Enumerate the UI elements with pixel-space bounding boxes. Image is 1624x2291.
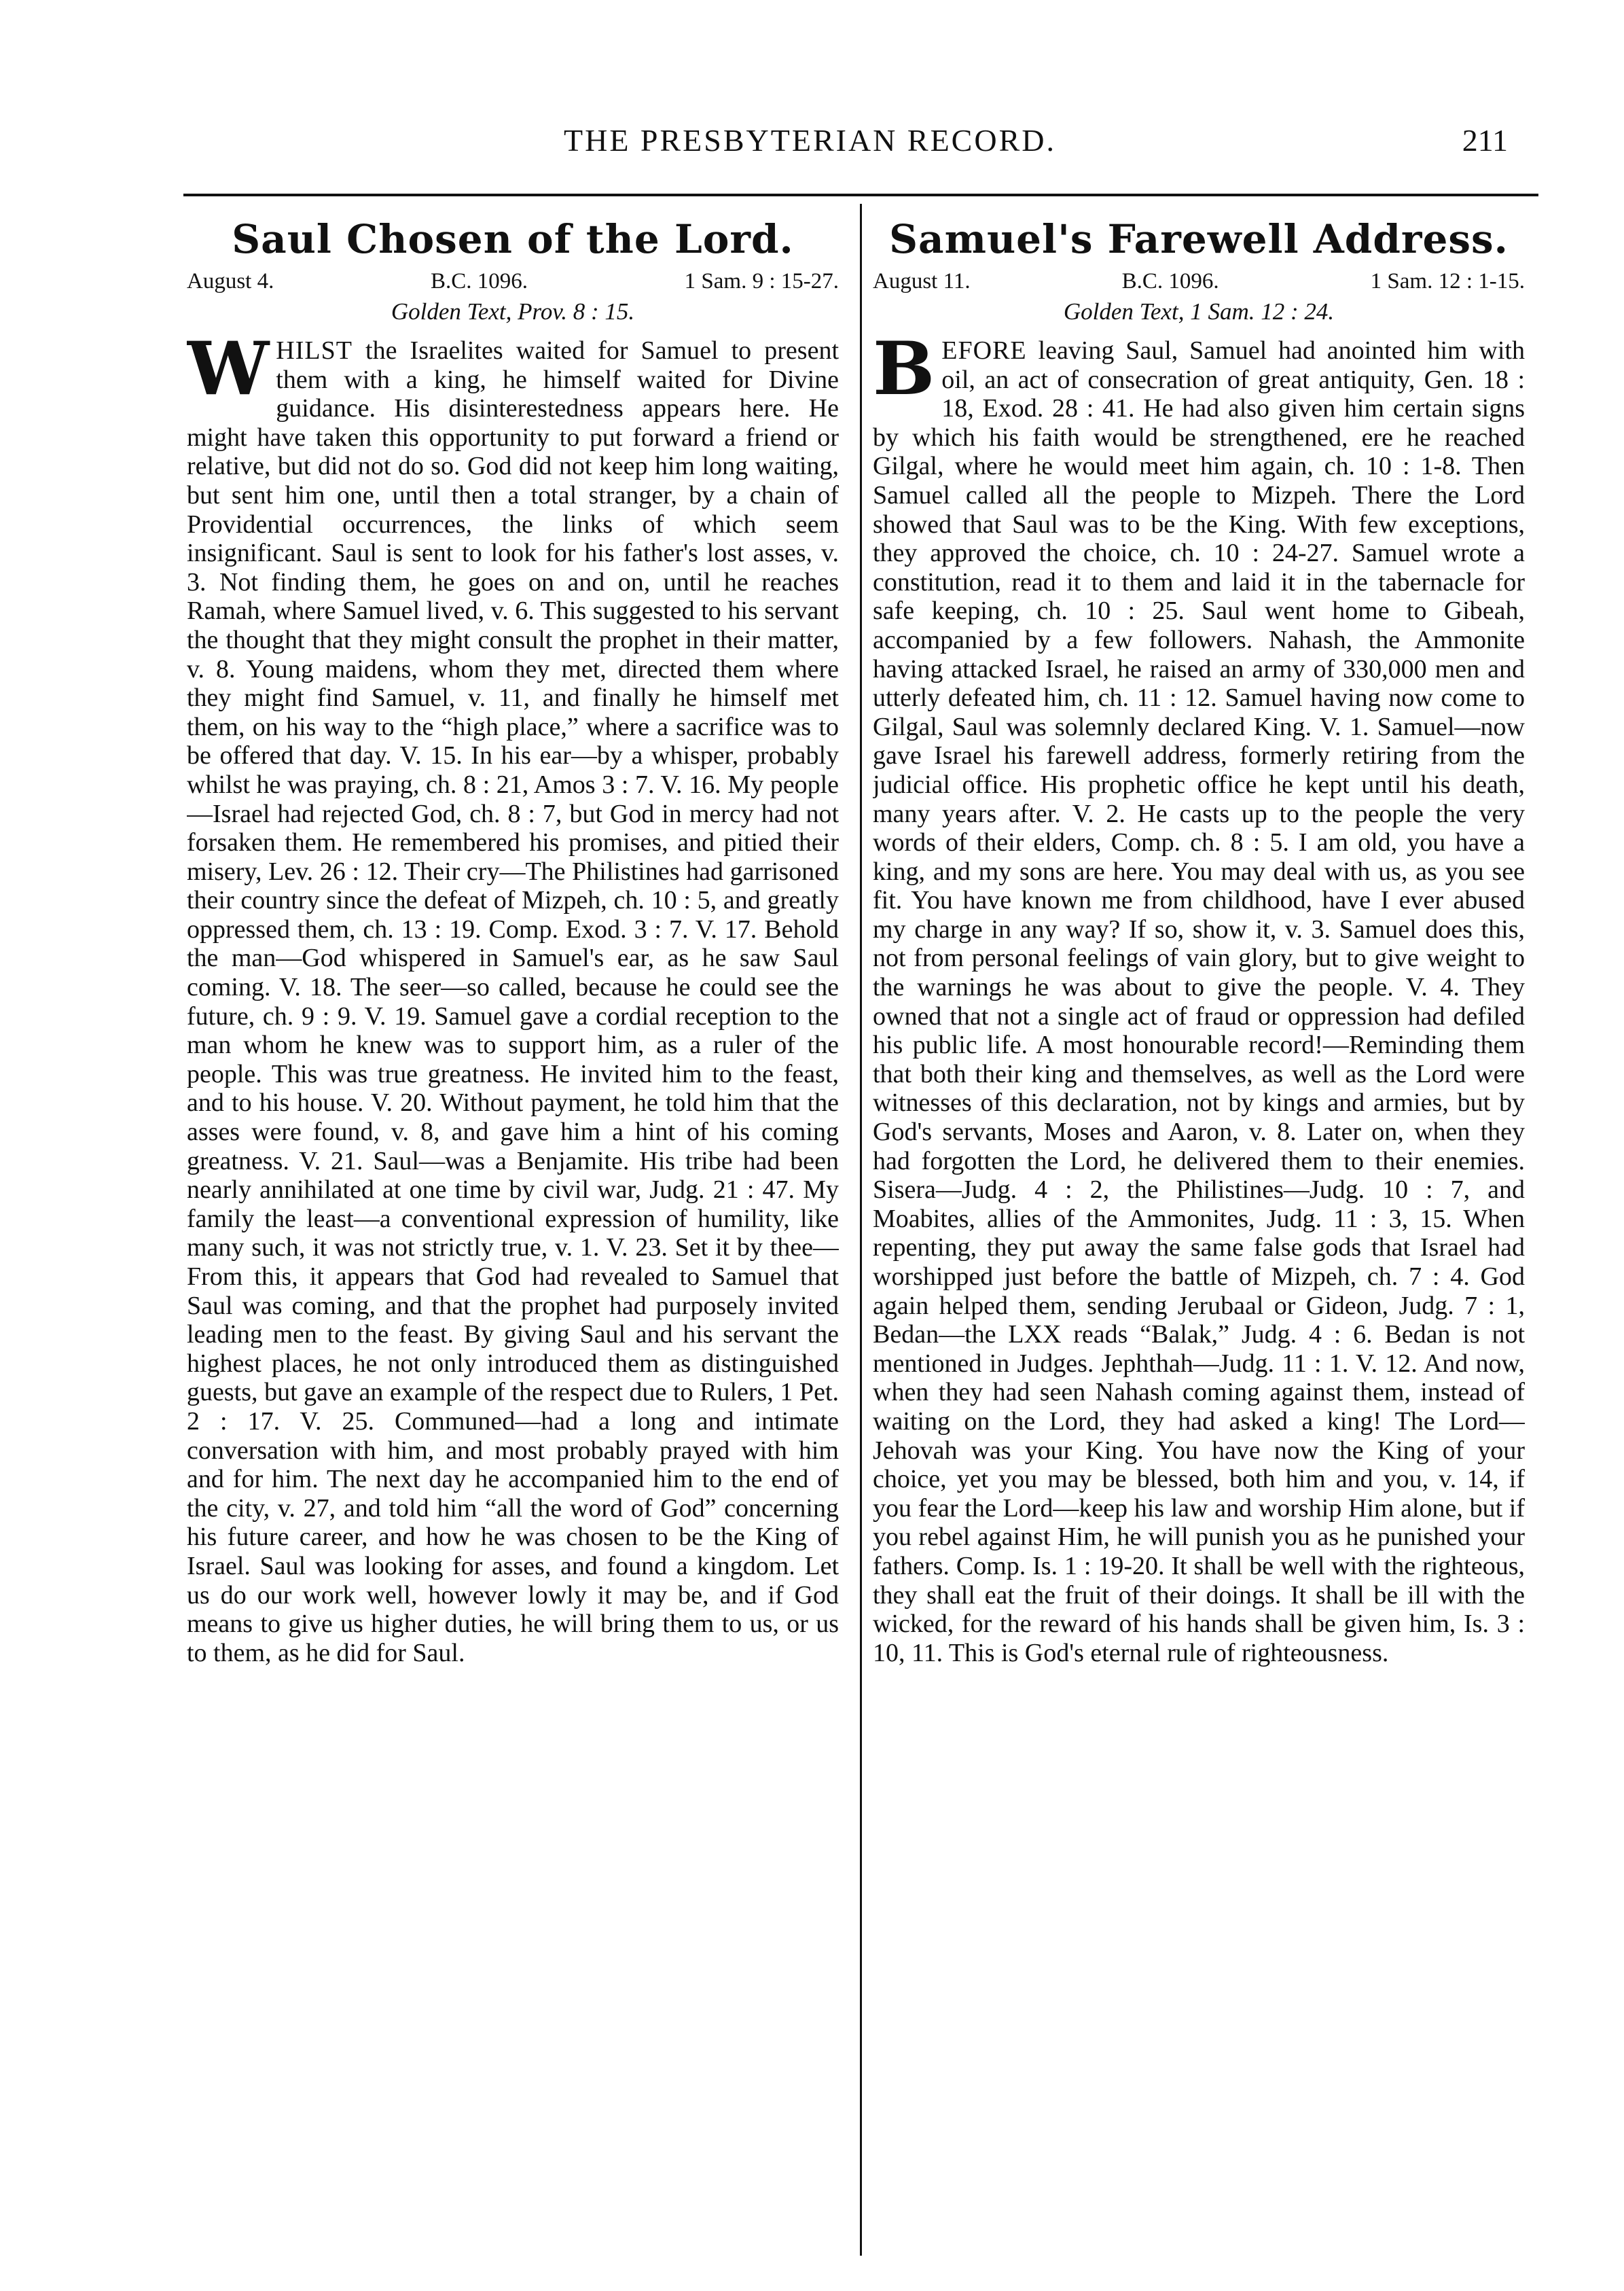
lesson-body <box>187 326 839 1667</box>
lesson-column-left <box>187 204 839 2249</box>
lesson-column-right <box>873 204 1525 2249</box>
drop-cap: W <box>187 326 270 412</box>
column-divider <box>860 204 862 2256</box>
page-number: 211 <box>1462 123 1508 158</box>
lead-word: HILST <box>276 336 353 365</box>
lesson-body <box>873 326 1525 1667</box>
golden-text: Golden Text, Prov. 8 : 15. <box>391 298 635 325</box>
lesson-year: B.C. 1096. <box>430 269 528 294</box>
lesson-body-text: the Israelites waited for Samuel to present them with a king, he himself waited for Divine guidance. His disinterestedness appears here. He might have taken this opportunity to put forward a friend or relative, but did not do so. God did not keep him long waiting, but sent him one, until then a total stranger, by a chain of Providential occurrences, the links of which seem insignificant. Saul is sent to look for his father's lost asses, v. 3. Not finding them, he goes on and on, until he reaches Ramah, where Samuel lived, v. 6. This suggested to his servant the thought that they might consult the prophet in their matter, v. 8. Young maidens, whom they met, directed them where they might find Samuel, v. 11, and finally he himself met them, on his way to the “high place,” where a sacrifice was to be offered that day. V. 15. In his ear—by a whisper, probably whilst he was praying, ch. 8 : 21, Amos 3 : 7. V. 16. My people—Israel had rejected God, ch. 8 : 7, but God in mercy had not forsaken them. He remembered his promises, and pitied their misery, Lev. 26 : 12. Their cry—The Philistines had garrisoned their country since the defeat of Mizpeh, ch. 10 : 5, and greatly oppressed them, ch. 13 : 19. Comp. Exod. 3 : 7. V. 17. Behold the man—God whispered in Samuel's ear, as he saw Saul coming. V. 18. The seer—so called, because he could see the future, ch. 9 : 9. V. 19. Samuel gave a cordial reception to the man whom he knew was to support him, as a ruler of the people. This was true greatness. He invited him to the feast, and to his house. V. 20. Without payment, he told him that the asses were found, v. 8, and gave him a hint of his coming greatness. V. 21. Saul—was a Benjamite. His tribe had been nearly annihilated at one time by civil war, Judg. 21 : 47. My family the least—a conventional expression of humility, like many such, it was not strictly true, v. 1. V. 23. Set it by thee—From this, it appears that God had revealed to Samuel that Saul was coming, and that the prophet had purposely invited leading men to the feast. By giving Saul and his servant the highest places, he not only introduced them as distinguished guests, but gave an example of the respect due to Rulers, 1 Pet. 2 : 17. V. 25. Communed—had a long and intimate conversation with him, and most probably prayed with him and for him. The next day he accompanied him to the end of the city, v. 27, and told him “all the word of God” concerning his future career, and how he was chosen to be the King of Israel. Saul was looking for asses, and found a kingdom. Let us do our work well, however lowly it may be, and if God means to give us higher duties, he will bring them to us, or us to them, as he did for Saul. <box>187 336 839 1667</box>
lead-word: EFORE <box>941 336 1027 365</box>
running-head <box>183 122 1542 177</box>
running-title: THE PRESBYTERIAN RECORD. <box>564 123 1056 158</box>
golden-text: Golden Text, 1 Sam. 12 : 24. <box>1063 298 1335 325</box>
lesson-year: B.C. 1096. <box>1121 269 1219 294</box>
lesson-title: Saul Chosen of the Lord. <box>232 216 794 262</box>
lesson-date: August 4. <box>187 269 274 294</box>
lesson-meta <box>187 269 839 294</box>
lesson-reference: 1 Sam. 12 : 1-15. <box>1370 269 1525 294</box>
lesson-body-text: leaving Saul, Samuel had anointed him with oil, an act of consecration of great antiquity, Gen. 18 : 18, Exod. 28 : 41. He had also given him certain signs by which his faith would be strengthened, ere he reached Gilgal, where he would meet him again, ch. 10 : 1-8. Then Samuel called all the people to Mizpeh. There the Lord showed that Saul was to be the King. With few exceptions, they approved the choice, ch. 10 : 24-27. Samuel wrote a constitution, read it to them and laid it in the tabernacle for safe keeping, ch. 10 : 25. Saul went home to Gibeah, accompanied by a few followers. Nahash, the Ammonite having attacked Israel, he raised an army of 330,000 men and utterly defeated him, ch. 11 : 12. Samuel having now come to Gilgal, Saul was solemnly declared King. V. 1. Samuel—now gave Israel his farewell address, formerly retiring from the judicial office. His prophetic office he kept until his death, many years after. V. 2. He casts up to the people the very words of their elders, Comp. ch. 8 : 5. I am old, you have a king, and my sons are here. You may deal with us, as you see fit. You have known me from childhood, have I ever abused my charge in any way? If so, show it, v. 3. Samuel does this, not from personal feelings of vain glory, but to give weight to the warnings he was about to give the people. V. 4. They owned that not a single act of fraud or oppression had defiled his public life. A most honourable record!—Reminding them that both their king and themselves, as well as the Lord were witnesses of this declaration, not by kings and armies, but by God's servants, Moses and Aaron, v. 8. Later on, when they had forgotten the Lord, he delivered them to their enemies. Sisera—Judg. 4 : 2, the Philistines—Judg. 10 : 7, and Moabites, allies of the Ammonites, Judg. 11 : 3, 15. When repenting, they put away the same false gods that Israel had worshipped just before the battle of Mizpeh, ch. 7 : 4. God again helped them, sending Jerubaal or Gideon, Judg. 7 : 1, Bedan—the LXX reads “Balak,” Judg. 4 : 6. Bedan is not mentioned in Judges. Jephthah—Judg. 11 : 1. V. 12. And now, when they had seen Nahash coming against them, instead of waiting on the Lord, they had asked a king! The Lord—Jehovah was your King. You have now the King of your choice, yet you may be blessed, both him and you, v. 14, if you fear the Lord—keep his law and worship Him alone, but if you rebel against Him, he will punish you as he punished your fathers. Comp. Is. 1 : 19-20. It shall be well with the righteous, they shall eat the fruit of their doings. It shall be ill with the wicked, for the reward of his hands shall be given him, Is. 3 : 10, 11. This is God's eternal rule of righteousness. <box>873 336 1525 1667</box>
top-rule <box>183 194 1538 196</box>
lesson-meta <box>873 269 1525 294</box>
drop-cap: B <box>873 326 935 412</box>
lesson-date: August 11. <box>873 269 971 294</box>
lesson-title: Samuel's Farewell Address. <box>889 216 1509 262</box>
lesson-reference: 1 Sam. 9 : 15-27. <box>684 269 839 294</box>
